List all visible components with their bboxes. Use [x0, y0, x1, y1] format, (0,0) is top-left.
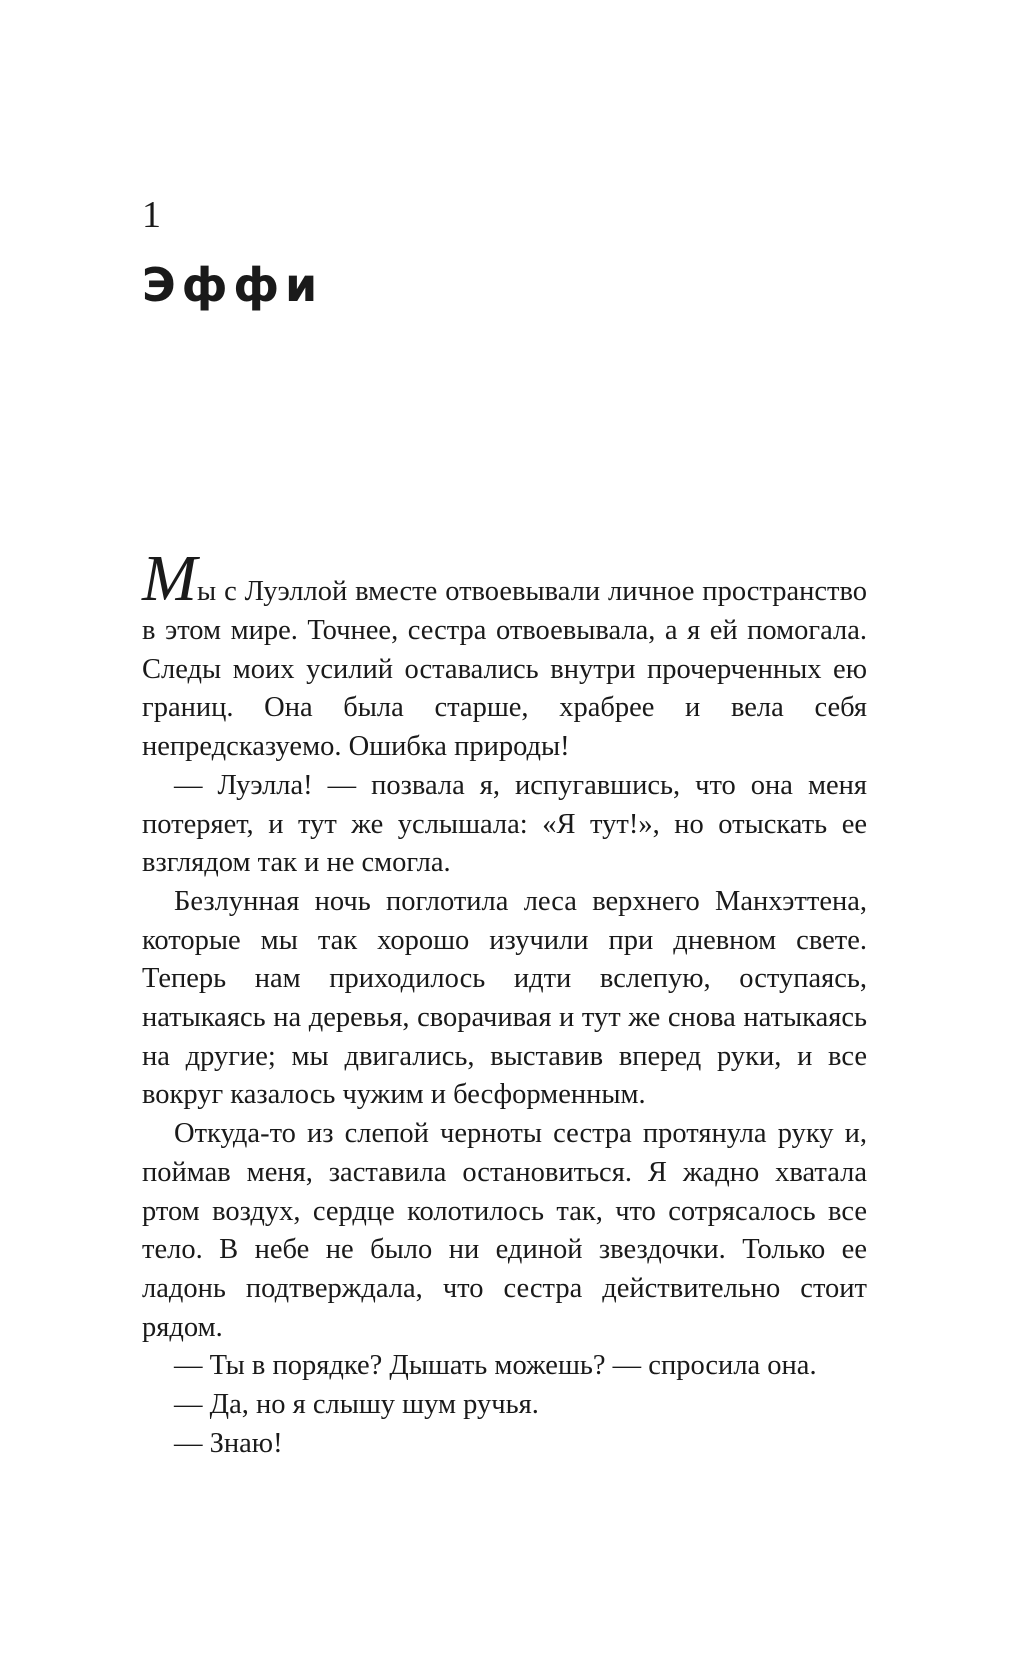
paragraph-2: — Луэлла! — позвала я, испугавшись, что она меня потеряет, и тут же услышала: «Я тут!», но отыскать ее взглядом так и не смогла. [142, 769, 867, 879]
paragraph-5: — Ты в порядке? Дышать можешь? — спросила она. [174, 1350, 817, 1382]
paragraph-1-text: ы с Луэллой вместе отвоевывали личное пространство в этом мире. Точнее, сестра отвоевывала, а я ей помогала. Следы моих усилий оставались внутри прочерченных ею границ. Она была старше, храбрее и вела себя непредсказуемо. Ошибка природы! [142, 576, 867, 763]
chapter-title: Эффи [142, 258, 324, 312]
paragraph-1 [142, 542, 867, 767]
drop-cap: М [142, 542, 197, 615]
paragraph-6: — Да, но я слышу шум ручья. [174, 1389, 539, 1421]
chapter-number: 1 [142, 194, 161, 236]
paragraph-7: — Знаю! [174, 1427, 283, 1459]
paragraph-3: Безлунная ночь поглотила леса верхнего Манхэттена, которые мы так хорошо изучили при дневном свете. Теперь нам приходилось идти вслепую, оступаясь, натыкаясь на деревья, сворачивая и тут же снова натыкаясь на другие; мы двигались, выставив вперед руки, и все вокруг казалось чужим и бесформенным. [142, 885, 867, 1111]
paragraph-4: Откуда-то из слепой черноты сестра протянула руку и, поймав меня, заставила остановиться. Я жадно хватала ртом воздух, сердце колотилось так, что сотрясалось все тело. В небе не было ни единой звездочки. Только ее ладонь подтверждала, что сестра действительно стоит рядом. [142, 1118, 867, 1343]
text-column [142, 542, 867, 1463]
